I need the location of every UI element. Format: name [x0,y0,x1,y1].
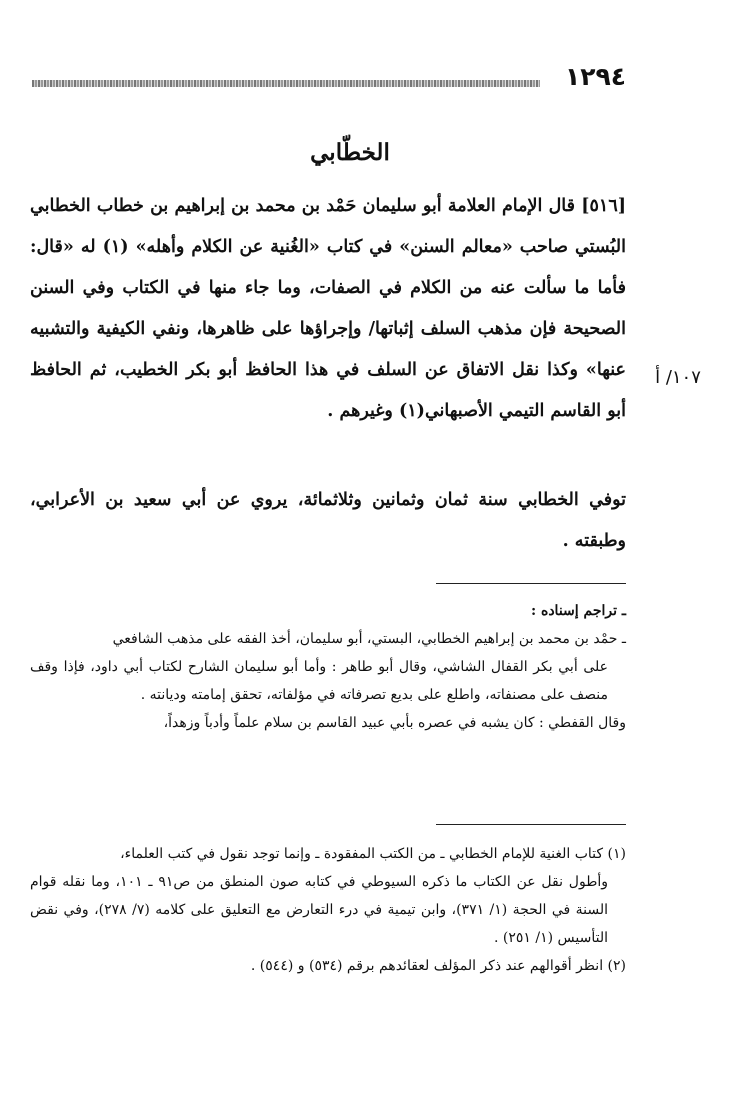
biography-entry-1-continuation: على أبي بكر القفال الشاشي، وقال أبو طاهر : وأما أبو سليمان الشارح لكتاب أبي داود، فإذا وقف منصف على مصنفاته، واطلع على بديع تصرفاته في مؤلفاته، تحقق إمامته وديانته . [30,659,608,703]
biography-entry-2: وقال القفطي : كان يشبه في عصره بأبي عبيد القاسم بن سلام علماً وأدباً وزهداً، [163,715,626,731]
footnote-1: (١) كتاب الغنية للإمام الخطابي ـ من الكتب المفقودة ـ وإنما توجد نقول في كتب العلماء، [120,846,626,862]
main-paragraph-1: [٥١٦] قال الإمام العلامة أبو سليمان حَمْد بن محمد بن إبراهيم بن خطاب الخطابي البُستي صاحب «معالم السنن» في كتاب «الغُنية عن الكلام وأهله» (١) له «قال: فأما ما سألت عنه من الكلام في الصفات، وما جاء منها في الكتاب وفي السنن الصحيحة فإن مذهب السلف إثباتها/ وإجراؤها على ظاهرها، ونفي الكيفية والتشبيه عنها» وكذا نقل الاتفاق عن السلف في هذا الحافظ أبو بكر الخطيب، ثم الحافظ أبو القاسم التيمي الأصبهاني(١) وغيرهم . [30,196,626,421]
main-paragraph-2: توفي الخطابي سنة ثمان وثمانين وثلاثمائة، يروي عن أبي سعيد بن الأعرابي، وطبقته . [30,490,626,551]
header-rule [32,80,540,87]
footnote-2: (٢) انظر أقوالهم عند ذكر المؤلف لعقائدهم برقم (٥٣٤) و (٥٤٤) . [250,958,626,974]
footnote-separator [436,583,626,584]
biography-heading: ـ تراجم إسناده : [530,603,626,619]
biography-notes [30,597,626,737]
biography-entry-1: ـ حمْد بن محمد بن إبراهيم الخطابي، البستي، أبو سليمان، أخذ الفقه على مذهب الشافعي [112,631,626,647]
footnotes [30,840,626,980]
footnote-separator [436,824,626,825]
main-text [30,186,626,432]
footnote-1-continuation: وأطول نقل عن الكتاب ما ذكره السيوطي في كتابه صون المنطق من ص٩١ ـ ١٠١، وما نقله قوام السنة في الحجة (١/ ٣٧١)، وابن تيمية في درء التعارض مع التعليق على كلامه (٧/ ٢٧٨)، وفي نقض التأسيس (١/ ٢٥١) . [30,874,609,946]
chapter-title: الخطّابي [310,139,390,166]
margin-note: ١٠٧/ أ [655,367,701,388]
page-number: ١٢٩٤ [564,62,626,91]
